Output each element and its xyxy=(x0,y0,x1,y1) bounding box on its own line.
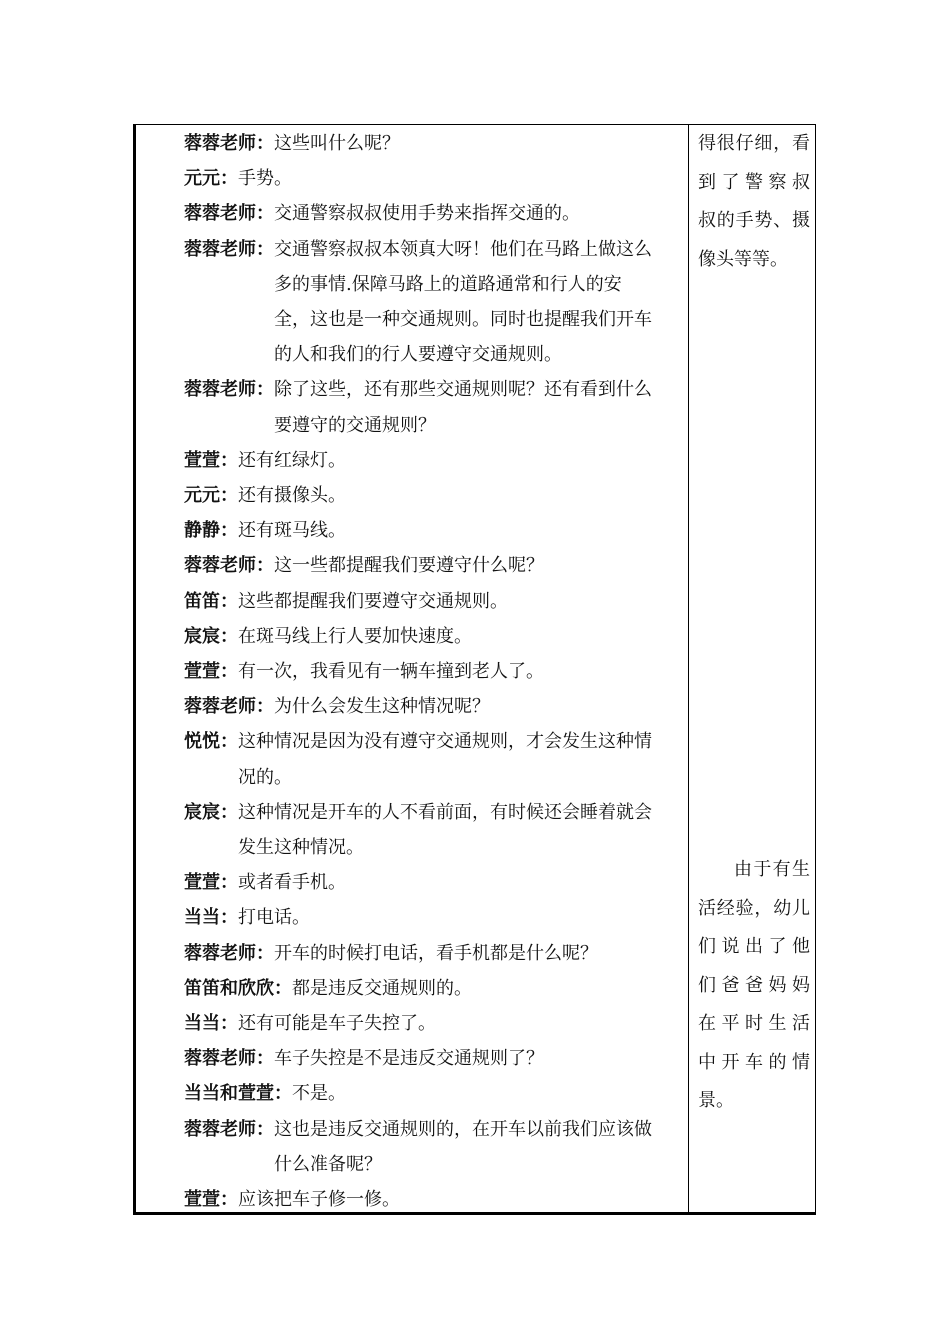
dialogue-line xyxy=(184,590,508,614)
speaker-name: 宸宸： xyxy=(184,801,238,823)
dialogue-line xyxy=(184,695,490,719)
dialogue-line xyxy=(184,1188,400,1212)
speaker-name: 元元： xyxy=(184,168,238,190)
speaker-name: 蓉蓉老师： xyxy=(184,555,274,577)
speaker-name: 萱萱： xyxy=(184,449,238,471)
speaker-name: 蓉蓉老师： xyxy=(184,203,274,225)
speaker-name: 蓉蓉老师： xyxy=(184,1048,274,1070)
lesson-record-table xyxy=(133,124,816,1215)
dialogue-line xyxy=(184,202,580,226)
dialogue-line xyxy=(184,238,652,262)
dialogue-line xyxy=(184,977,472,1001)
speech-text: 这也是违反交通规则的，在开车以前我们应该做 xyxy=(274,1118,652,1140)
dialogue-line xyxy=(184,449,346,473)
dialogue-line xyxy=(184,554,544,578)
dialogue-continuation-line: 发生这种情况。 xyxy=(238,837,364,858)
speaker-name: 蓉蓉老师： xyxy=(184,379,274,401)
speaker-name: 宸宸： xyxy=(184,625,238,647)
dialogue-line xyxy=(184,1012,436,1036)
speaker-name: 蓉蓉老师： xyxy=(184,696,274,718)
speech-text: 应该把车子修一修。 xyxy=(238,1189,400,1210)
speaker-name: 萱萱： xyxy=(184,872,238,894)
note-line: 们说出了他 xyxy=(698,936,810,957)
dialogue-continuation-line: 况的。 xyxy=(238,766,292,788)
speaker-name: 当当： xyxy=(184,1013,238,1034)
speech-text: 还有斑马线。 xyxy=(238,520,346,542)
speech-text: 交通警察叔叔使用手势来指挥交通的。 xyxy=(274,203,580,225)
speaker-name: 蓉蓉老师： xyxy=(184,238,274,260)
speech-text: 打电话。 xyxy=(238,907,310,929)
speaker-name: 萱萱： xyxy=(184,1189,238,1210)
note-line: 像头等等。 xyxy=(698,248,788,270)
speaker-name: 静静： xyxy=(184,520,238,542)
note-line: 景。 xyxy=(698,1090,734,1111)
speaker-name: 当当： xyxy=(184,907,238,929)
speaker-name: 笛笛： xyxy=(184,590,238,612)
note-line: 得很仔细，看 xyxy=(698,133,810,154)
dialogue-line xyxy=(184,730,652,754)
dialogue-line xyxy=(184,1082,346,1106)
speech-text: 这些叫什么呢？ xyxy=(274,133,400,154)
dialogue-line xyxy=(184,1118,652,1142)
speech-text: 车子失控是不是违反交通规则了？ xyxy=(274,1048,544,1070)
note-line: 到了警察叔 xyxy=(698,171,810,193)
speech-text: 交通警察叔叔本领真大呀！他们在马路上做这么 xyxy=(274,238,652,260)
note-line: 中开车的情 xyxy=(698,1051,810,1073)
column-divider xyxy=(688,125,689,1212)
note-line: 们爸爸妈妈 xyxy=(698,974,810,996)
speech-text: 还有可能是车子失控了。 xyxy=(238,1013,436,1034)
speech-text: 有一次，我看见有一辆车撞到老人了。 xyxy=(238,661,544,682)
speaker-name: 元元： xyxy=(184,485,238,506)
dialogue-line xyxy=(184,625,472,649)
speaker-name: 蓉蓉老师： xyxy=(184,133,274,154)
speech-text: 在斑马线上行人要加快速度。 xyxy=(238,625,472,647)
speaker-name: 蓉蓉老师： xyxy=(184,942,274,964)
dialogue-line xyxy=(184,484,346,508)
dialogue-line xyxy=(184,378,652,402)
speech-text: 这一些都提醒我们要遵守什么呢？ xyxy=(274,555,544,577)
dialogue-continuation-line: 什么准备呢？ xyxy=(274,1153,382,1175)
speaker-name: 蓉蓉老师： xyxy=(184,1118,274,1140)
speaker-name: 笛笛和欣欣： xyxy=(184,977,292,999)
dialogue-line xyxy=(184,906,310,930)
speech-text: 还有红绿灯。 xyxy=(238,449,346,471)
speech-text: 不是。 xyxy=(292,1083,346,1105)
note-line: 由于有生 xyxy=(734,859,810,880)
dialogue-continuation-line: 的人和我们的行人要遵守交通规则。 xyxy=(274,344,562,366)
speaker-name: 悦悦： xyxy=(184,731,238,753)
speech-text: 手势。 xyxy=(238,168,292,190)
dialogue-line xyxy=(184,1047,544,1071)
dialogue-line xyxy=(184,660,544,684)
dialogue-continuation-line: 要遵守的交通规则？ xyxy=(274,414,436,436)
dialogue-continuation-line: 多的事情.保障马路上的道路通常和行人的安 xyxy=(274,273,622,295)
note-line: 在平时生活 xyxy=(698,1013,810,1034)
speech-text: 除了这些，还有那些交通规则呢？还有看到什么 xyxy=(274,379,652,401)
dialogue-continuation-line: 全，这也是一种交通规则。同时也提醒我们开车 xyxy=(274,309,652,330)
speaker-name: 萱萱： xyxy=(184,661,238,682)
dialogue-line xyxy=(184,132,400,156)
speech-text: 这种情况是开车的人不看前面，有时候还会睡着就会 xyxy=(238,801,652,823)
speaker-name: 当当和萱萱： xyxy=(184,1083,292,1105)
dialogue-line xyxy=(184,942,598,966)
dialogue-line xyxy=(184,801,652,825)
speech-text: 或者看手机。 xyxy=(238,872,346,894)
speech-text: 都是违反交通规则的。 xyxy=(292,977,472,999)
note-line: 叔的手势、摄 xyxy=(698,210,810,231)
speech-text: 还有摄像头。 xyxy=(238,485,346,506)
dialogue-line xyxy=(184,519,346,543)
speech-text: 开车的时候打电话，看手机都是什么呢？ xyxy=(274,942,598,964)
speech-text: 这种情况是因为没有遵守交通规则，才会发生这种情 xyxy=(238,731,652,753)
note-line: 活经验，幼儿 xyxy=(698,897,810,919)
speech-text: 为什么会发生这种情况呢？ xyxy=(274,696,490,718)
speech-text: 这些都提醒我们要遵守交通规则。 xyxy=(238,590,508,612)
dialogue-line xyxy=(184,871,346,895)
dialogue-line xyxy=(184,167,292,191)
